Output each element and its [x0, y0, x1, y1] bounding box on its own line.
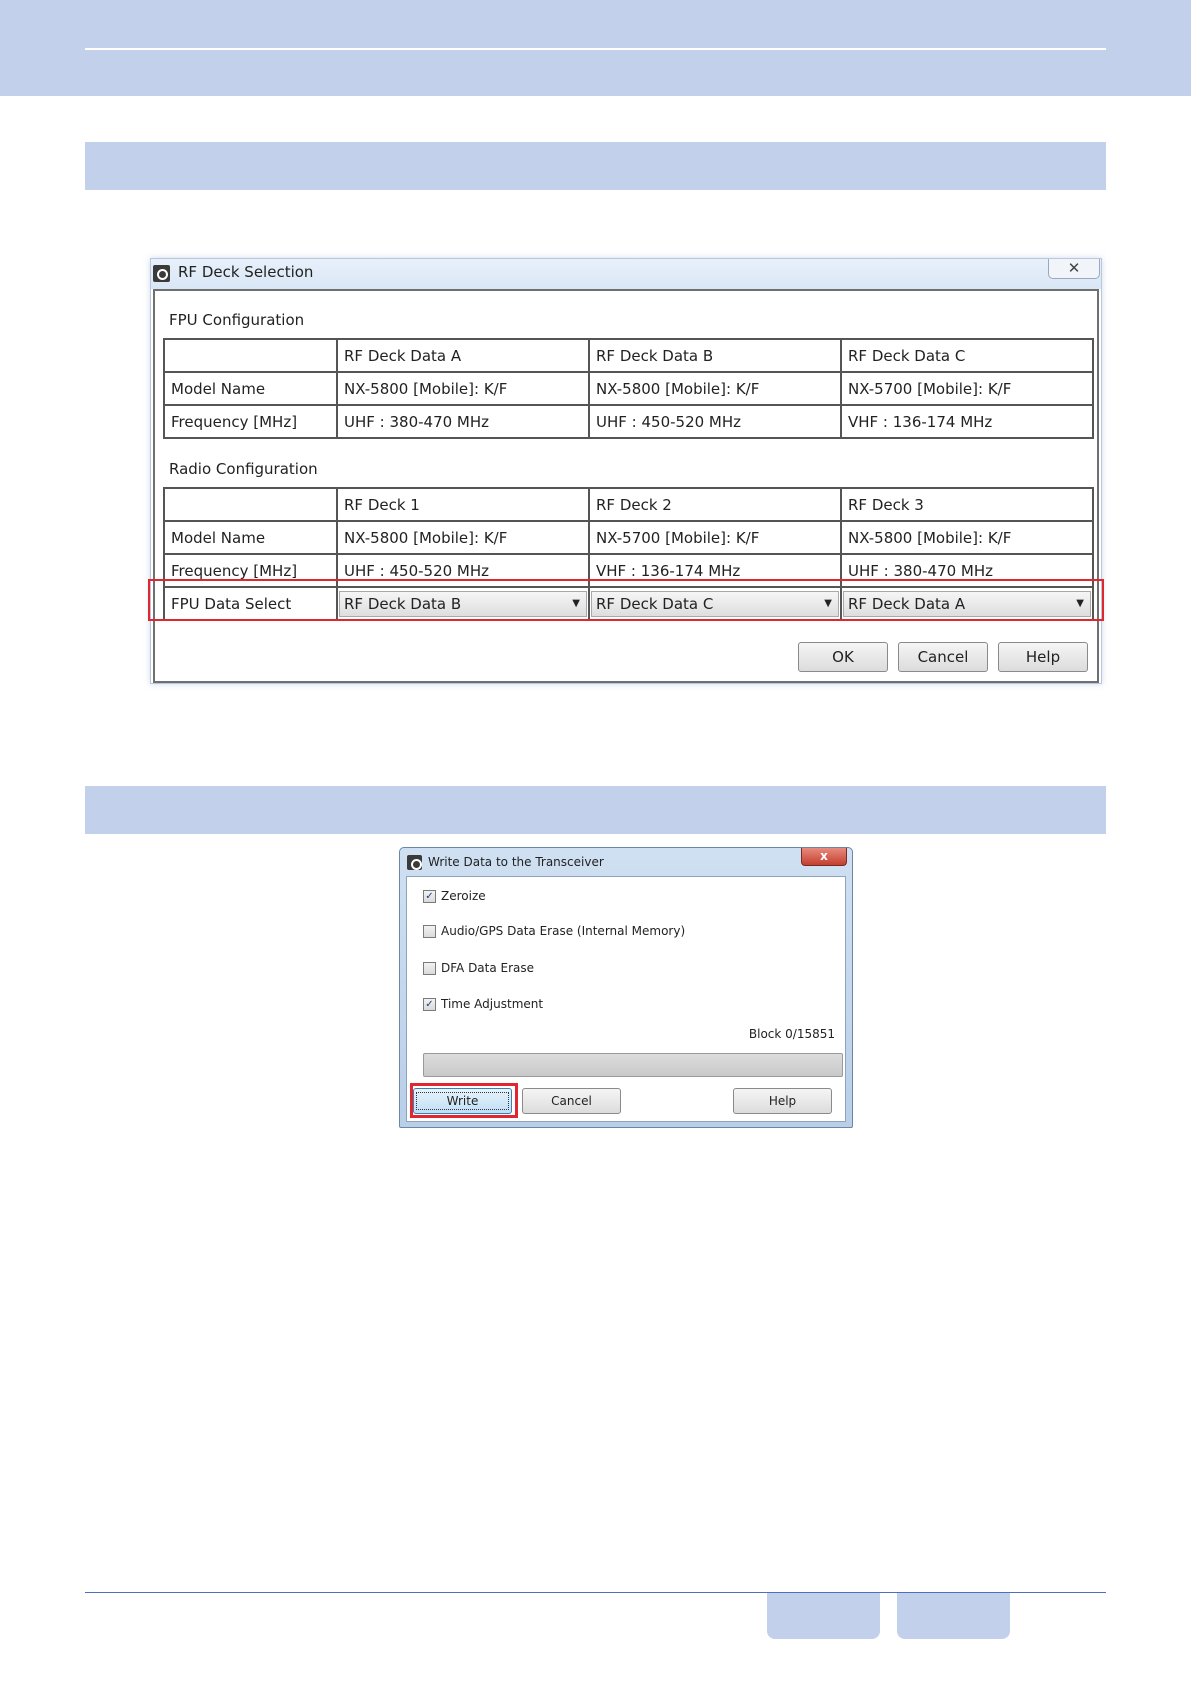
- radio-configuration-label: Radio Configuration: [169, 460, 318, 478]
- section-bar-2: [85, 786, 1106, 834]
- row-label: Frequency [MHz]: [164, 405, 337, 438]
- table-cell: NX-5800 [Mobile]: K/F: [337, 521, 589, 554]
- dropdown-value: RF Deck Data C: [596, 594, 714, 613]
- audio-gps-erase-checkbox[interactable]: [423, 924, 685, 938]
- fpu-configuration-label: FPU Configuration: [169, 311, 305, 329]
- time-adjustment-checkbox[interactable]: [423, 997, 543, 1011]
- checkbox-label: Zeroize: [441, 889, 486, 903]
- table-header-cell: RF Deck Data A: [337, 339, 589, 372]
- table-cell: NX-5700 [Mobile]: K/F: [589, 521, 841, 554]
- close-button[interactable]: [1048, 259, 1100, 279]
- table-cell: UHF : 380-470 MHz: [841, 554, 1093, 587]
- section-bar-1: [85, 142, 1106, 190]
- window-title: RF Deck Selection: [178, 263, 314, 281]
- highlight-frame-fpu-select: [148, 579, 1104, 621]
- dfa-data-erase-checkbox[interactable]: [423, 961, 534, 975]
- table-header-cell: RF Deck Data B: [589, 339, 841, 372]
- close-button[interactable]: [801, 848, 847, 866]
- dropdown-value: RF Deck Data A: [848, 594, 966, 613]
- table-cell: UHF : 450-520 MHz: [589, 405, 841, 438]
- dropdown-value: RF Deck Data B: [344, 594, 462, 613]
- app-icon: [407, 855, 422, 870]
- table-row: [164, 405, 1093, 438]
- chevron-down-icon: ▼: [1076, 598, 1084, 609]
- footer-tab-left: [767, 1593, 880, 1639]
- zeroize-checkbox[interactable]: [423, 889, 486, 903]
- table-cell: [164, 488, 337, 521]
- table-cell: NX-5800 [Mobile]: K/F: [589, 372, 841, 405]
- header-rule: [85, 48, 1106, 50]
- checkbox-box: [423, 962, 436, 975]
- title-bar: [151, 259, 1101, 289]
- checkbox-box: ✓: [423, 890, 436, 903]
- table-cell: NX-5800 [Mobile]: K/F: [337, 372, 589, 405]
- row-label: Model Name: [164, 372, 337, 405]
- help-button[interactable]: Help: [733, 1088, 832, 1114]
- close-icon: ✕: [1067, 259, 1081, 277]
- row-label: FPU Data Select: [164, 587, 337, 620]
- close-icon: x: [820, 849, 828, 863]
- cancel-button[interactable]: Cancel: [898, 642, 988, 672]
- table-header-row: [164, 339, 1093, 372]
- table-cell: UHF : 380-470 MHz: [337, 405, 589, 438]
- checkbox-label: DFA Data Erase: [441, 961, 535, 975]
- row-label: Frequency [MHz]: [164, 554, 337, 587]
- checkbox-label: Audio/GPS Data Erase (Internal Memory): [441, 924, 686, 938]
- table-cell: NX-5800 [Mobile]: K/F: [841, 521, 1093, 554]
- checkbox-box: ✓: [423, 998, 436, 1011]
- highlight-frame-write: [410, 1083, 518, 1118]
- row-label: Model Name: [164, 521, 337, 554]
- window-title: Write Data to the Transceiver: [428, 855, 604, 869]
- table-header-row: [164, 488, 1093, 521]
- table-row: [164, 372, 1093, 405]
- table-cell: UHF : 450-520 MHz: [337, 554, 589, 587]
- block-status: Block 0/15851: [748, 1027, 835, 1041]
- app-icon: [153, 265, 170, 282]
- table-header-cell: RF Deck 3: [841, 488, 1093, 521]
- ok-button[interactable]: OK: [798, 642, 888, 672]
- table-cell: NX-5700 [Mobile]: K/F: [841, 372, 1093, 405]
- progress-bar: [423, 1053, 843, 1077]
- checkbox-label: Time Adjustment: [441, 997, 544, 1011]
- checkbox-box: [423, 925, 436, 938]
- table-cell: VHF : 136-174 MHz: [589, 554, 841, 587]
- write-button-label: Write: [416, 1092, 510, 1110]
- table-header-cell: RF Deck 2: [589, 488, 841, 521]
- table-row: [164, 521, 1093, 554]
- window-client: [153, 289, 1099, 683]
- table-cell: [164, 339, 337, 372]
- fpu-configuration-table: [163, 338, 1094, 439]
- table-header-cell: RF Deck Data C: [841, 339, 1093, 372]
- cancel-button[interactable]: Cancel: [522, 1088, 621, 1114]
- table-cell: VHF : 136-174 MHz: [841, 405, 1093, 438]
- table-header-cell: RF Deck 1: [337, 488, 589, 521]
- help-button[interactable]: Help: [998, 642, 1088, 672]
- chevron-down-icon: ▼: [824, 598, 832, 609]
- chevron-down-icon: ▼: [572, 598, 580, 609]
- footer-tab-right: [897, 1593, 1010, 1639]
